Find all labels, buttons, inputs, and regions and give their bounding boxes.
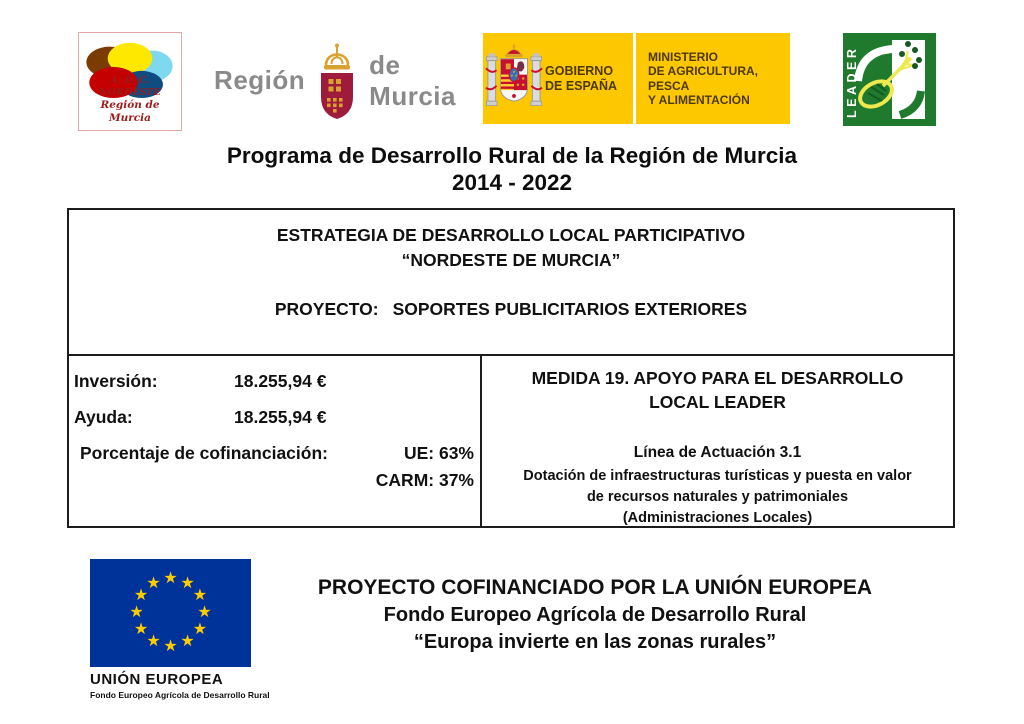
eu-star-icon: ★ — [192, 587, 208, 604]
project-line — [69, 297, 953, 322]
nordeste-region: Región de Murcia — [100, 99, 160, 124]
gobierno-line2: DE ESPAÑA — [545, 78, 618, 93]
cofinance-label: Porcentaje de cofinanciación: — [80, 443, 328, 463]
ministerio-line2: DE AGRICULTURA, PESCA — [648, 64, 758, 93]
investment-row — [74, 369, 474, 393]
ministerio-line3: Y ALIMENTACIÓN — [648, 93, 750, 107]
eu-flag — [90, 559, 251, 667]
gobierno-espana-logo — [483, 33, 790, 124]
leader-label: LEADER — [845, 45, 859, 118]
measure-cell — [482, 356, 953, 526]
eu-star-icon: ★ — [146, 633, 161, 651]
strategy-line1: ESTRATEGIA DE DESARROLLO LOCAL PARTICIPATIVO — [276, 225, 746, 245]
project-table — [67, 208, 955, 528]
financing-cell — [69, 356, 482, 526]
eu-star-icon: ★ — [180, 574, 195, 592]
nordeste-name: A. D. C. NORDESTE — [99, 75, 161, 98]
aid-label: Ayuda: — [74, 407, 133, 427]
eu-star-icon: ★ — [197, 604, 212, 621]
cofinance-statement-line2: Fondo Europeo Agrícola de Desarrollo Rural — [383, 603, 807, 626]
project-name: SOPORTES PUBLICITARIOS EXTERIORES — [392, 299, 748, 319]
gobierno-line1: GOBIERNO — [545, 63, 614, 78]
table-body-row — [69, 356, 953, 526]
measure-line2: LOCAL LEADER — [649, 392, 786, 412]
spain-coat-of-arms-icon — [485, 41, 543, 117]
cofinance-ue-value: UE: 63% — [403, 443, 474, 463]
eu-star-icon: ★ — [163, 638, 178, 655]
strategy-line2: “NORDESTE DE MURCIA” — [401, 250, 621, 270]
cofinance-row — [74, 441, 474, 465]
project-label: PROYECTO: — [274, 299, 379, 319]
title-line2: 2014 - 2022 — [451, 170, 573, 195]
nordeste-logo-caption — [79, 75, 181, 125]
eu-star-icon: ★ — [133, 621, 149, 638]
action-desc-line3: (Administraciones Locales) — [622, 510, 813, 526]
title-line1: Programa de Desarrollo Rural de la Región de Murcia — [226, 143, 798, 168]
cofinance-statement-line1: PROYECTO COFINANCIADO POR LA UNIÓN EUROPEA — [317, 576, 873, 599]
murcia-text-right: de Murcia — [369, 49, 456, 111]
eu-star-icon: ★ — [129, 604, 144, 621]
eu-star-icon: ★ — [163, 570, 178, 587]
cofinance-statement-line3: “Europa invierte en las zonas rurales” — [413, 631, 777, 653]
ministerio-text — [636, 33, 790, 124]
eu-star-icon: ★ — [133, 587, 149, 604]
investment-label: Inversión: — [74, 371, 158, 391]
table-header-cell — [69, 210, 953, 356]
measure-line1: MEDIDA 19. APOYO PARA EL DESARROLLO — [531, 368, 904, 388]
gobierno-espana-text — [545, 33, 633, 124]
eu-star-icon: ★ — [192, 621, 208, 638]
cofinance-statement — [240, 574, 950, 657]
region-murcia-logo — [214, 38, 456, 123]
action-desc-line2: de recursos naturales y patrimoniales — [586, 489, 849, 505]
aid-value: 18.255,94 € — [234, 407, 327, 427]
ministerio-line1: MINISTERIO — [648, 49, 719, 64]
cofinance-carm-value: CARM: 37% — [375, 470, 474, 490]
measure-title — [490, 366, 945, 414]
eu-flag-caption: UNIÓN EUROPEA — [90, 671, 224, 688]
murcia-text-left: Región — [214, 65, 306, 95]
leader-logo — [843, 33, 936, 126]
eu-flag-subcaption: Fondo Europeo Agrícola de Desarrollo Rural — [90, 690, 270, 700]
eu-star-icon: ★ — [146, 574, 161, 592]
action-line: Línea de Actuación 3.1 — [633, 444, 802, 461]
leader-emblem-icon — [843, 33, 936, 126]
action-desc-line1: Dotación de infraestructuras turísticas y puesta en valor — [523, 468, 912, 484]
eu-star-icon: ★ — [180, 633, 195, 651]
nordeste-logo — [78, 32, 182, 131]
page-title — [0, 142, 1024, 196]
murcia-shield-icon — [318, 39, 356, 123]
aid-row — [74, 405, 474, 429]
spain-coat-of-arms — [483, 33, 545, 124]
investment-value: 18.255,94 € — [234, 371, 327, 391]
action-description — [490, 466, 945, 529]
